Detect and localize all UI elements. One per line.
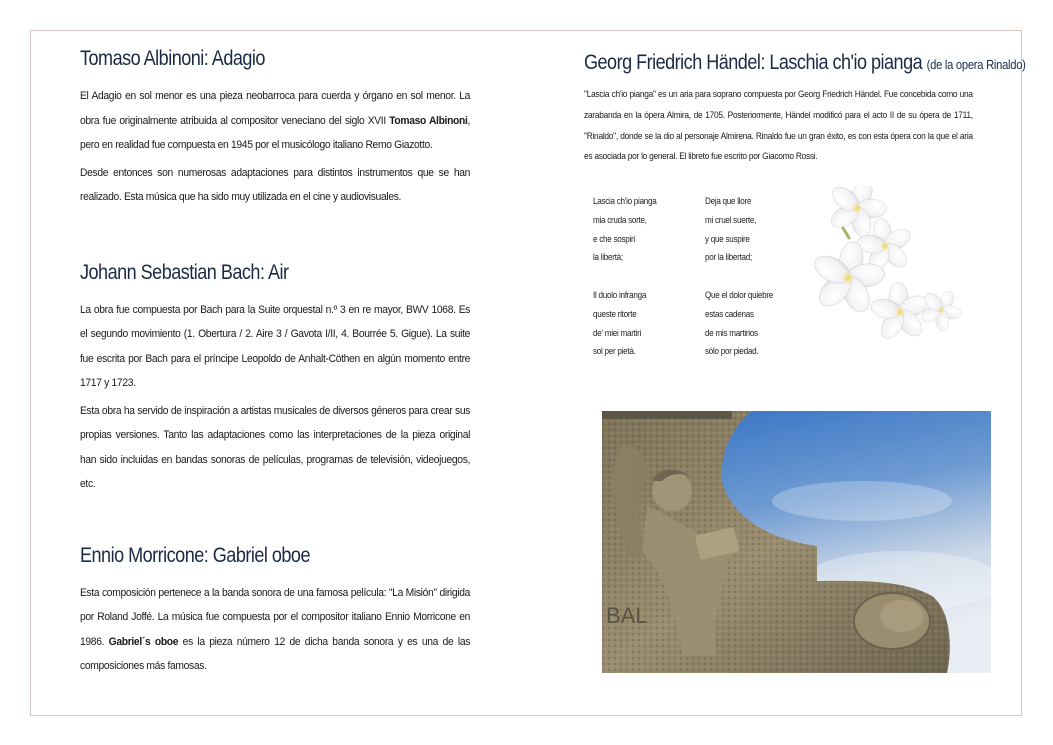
poem-line: Il duolo infranga (593, 289, 647, 300)
poem-italian (593, 192, 657, 380)
poem-spanish (705, 192, 773, 380)
poem-line: sol per pietà. (593, 346, 636, 357)
poem-line: Que el dolor quiebre (705, 289, 774, 300)
stone-angel-photo (602, 411, 991, 673)
poem-line: estas cadenas (705, 308, 754, 319)
paragraph: "Lascia ch'io pianga" es un aria para soprano compuesta por Georg Friedrich Händel. Fue concebida como una zarabanda en la ópera Almira, de 1705. Posteriormente, Händel modificó para el acto II de su ópera de 1711, "Rinaldo", donde se la dio al personaje Almirena. Rinaldo fue un gran éxito, es con esta ópera con la que el aria es asociada por lo general. El libreto fue escrito por Giacomo Rossi. (584, 89, 973, 162)
stone-inscription: BAL (606, 603, 648, 628)
paragraph: La obra fue compuesta por Bach para la Suite orquestal n.º 3 en re mayor, BWV 1068. Es el segundo movimiento (1. Obertura / 2. Aire 3 / Gavota I/II, 4. Bourrée 5. Gigue). La suite fue escrita por Bach para el príncipe Leopoldo de Anhalt-Cöthen en algún momento entre 1717 y 1723. (80, 303, 471, 389)
plumeria-flowers-image (805, 186, 967, 346)
section-subtitle: (de la opera Rinaldo) (926, 57, 1026, 72)
bold-name: Gabriel´s oboe (108, 635, 179, 648)
left-column (80, 44, 470, 682)
section-bach (80, 258, 470, 497)
section-title: Tomaso Albinoni: Adagio (80, 47, 265, 70)
section-title: Ennio Morricone: Gabriel oboe (80, 543, 310, 567)
section-morricone (80, 541, 470, 679)
poem-line: Lascia ch'io pianga (593, 196, 657, 206)
poem-line: Deja que llore (705, 196, 752, 206)
poem-line: mi cruel suerte, (705, 214, 757, 225)
right-column (584, 48, 1026, 167)
poem-stanza (705, 286, 773, 361)
poem-line: por la libertad; (705, 252, 753, 263)
poem-stanza (593, 286, 657, 361)
paragraph: Esta obra ha servido de inspiración a artistas musicales de diversos géneros para crear sus propias versiones. Tanto las adaptaciones como las interpretaciones de la pieza original han sido incluidas en bandas sonoras de películas, programas de televisión, videojuegos, etc. (80, 404, 471, 490)
bold-name: Tomaso Albinoni (389, 114, 468, 127)
poem-line: sólo por piedad. (705, 346, 759, 357)
section-albinoni (80, 44, 470, 210)
poem-line: y que suspire (705, 233, 750, 244)
poem-stanza (593, 192, 657, 267)
poem-line: de' miei martiri (593, 327, 642, 338)
poem-line: mia cruda sorte, (593, 214, 647, 225)
section-title-handel: Georg Friedrich Händel: Laschia ch'io pianga (de la opera Rinaldo) (584, 51, 1026, 74)
section-title: Johann Sebastian Bach: Air (80, 260, 289, 284)
paragraph: Desde entonces son numerosas adaptaciones para distintos instrumentos que se han realizado. Esta música que ha sido muy utilizada en el cine y audiovisuales. (80, 166, 471, 203)
paragraph: Esta composición pertenece a la banda sonora de una famosa película: "La Misión" dirigida por Roland Joffé. La música fue compuesta por el compositor italiano Ennio Morricone en 1986. Gabriel´s oboe es la pieza número 12 de dicha banda sonora y es una de las composiciones más famosas. (80, 586, 471, 672)
poem-stanza (705, 192, 773, 267)
poem-line: e che sospiri (593, 233, 635, 244)
poem-line: queste ritorte (593, 308, 637, 319)
poem-line: la libertà; (593, 252, 623, 263)
paragraph: El Adagio en sol menor es una pieza neobarroca para cuerda y órgano en sol menor. La obra fue originalmente atribuida al compositor veneciano del siglo XVII Tomaso Albinoni, pero en realidad fue compuesta en 1945 por el musicólogo italiano Remo Giazotto. (80, 90, 471, 151)
poem-line: de mis martirios (705, 327, 758, 338)
